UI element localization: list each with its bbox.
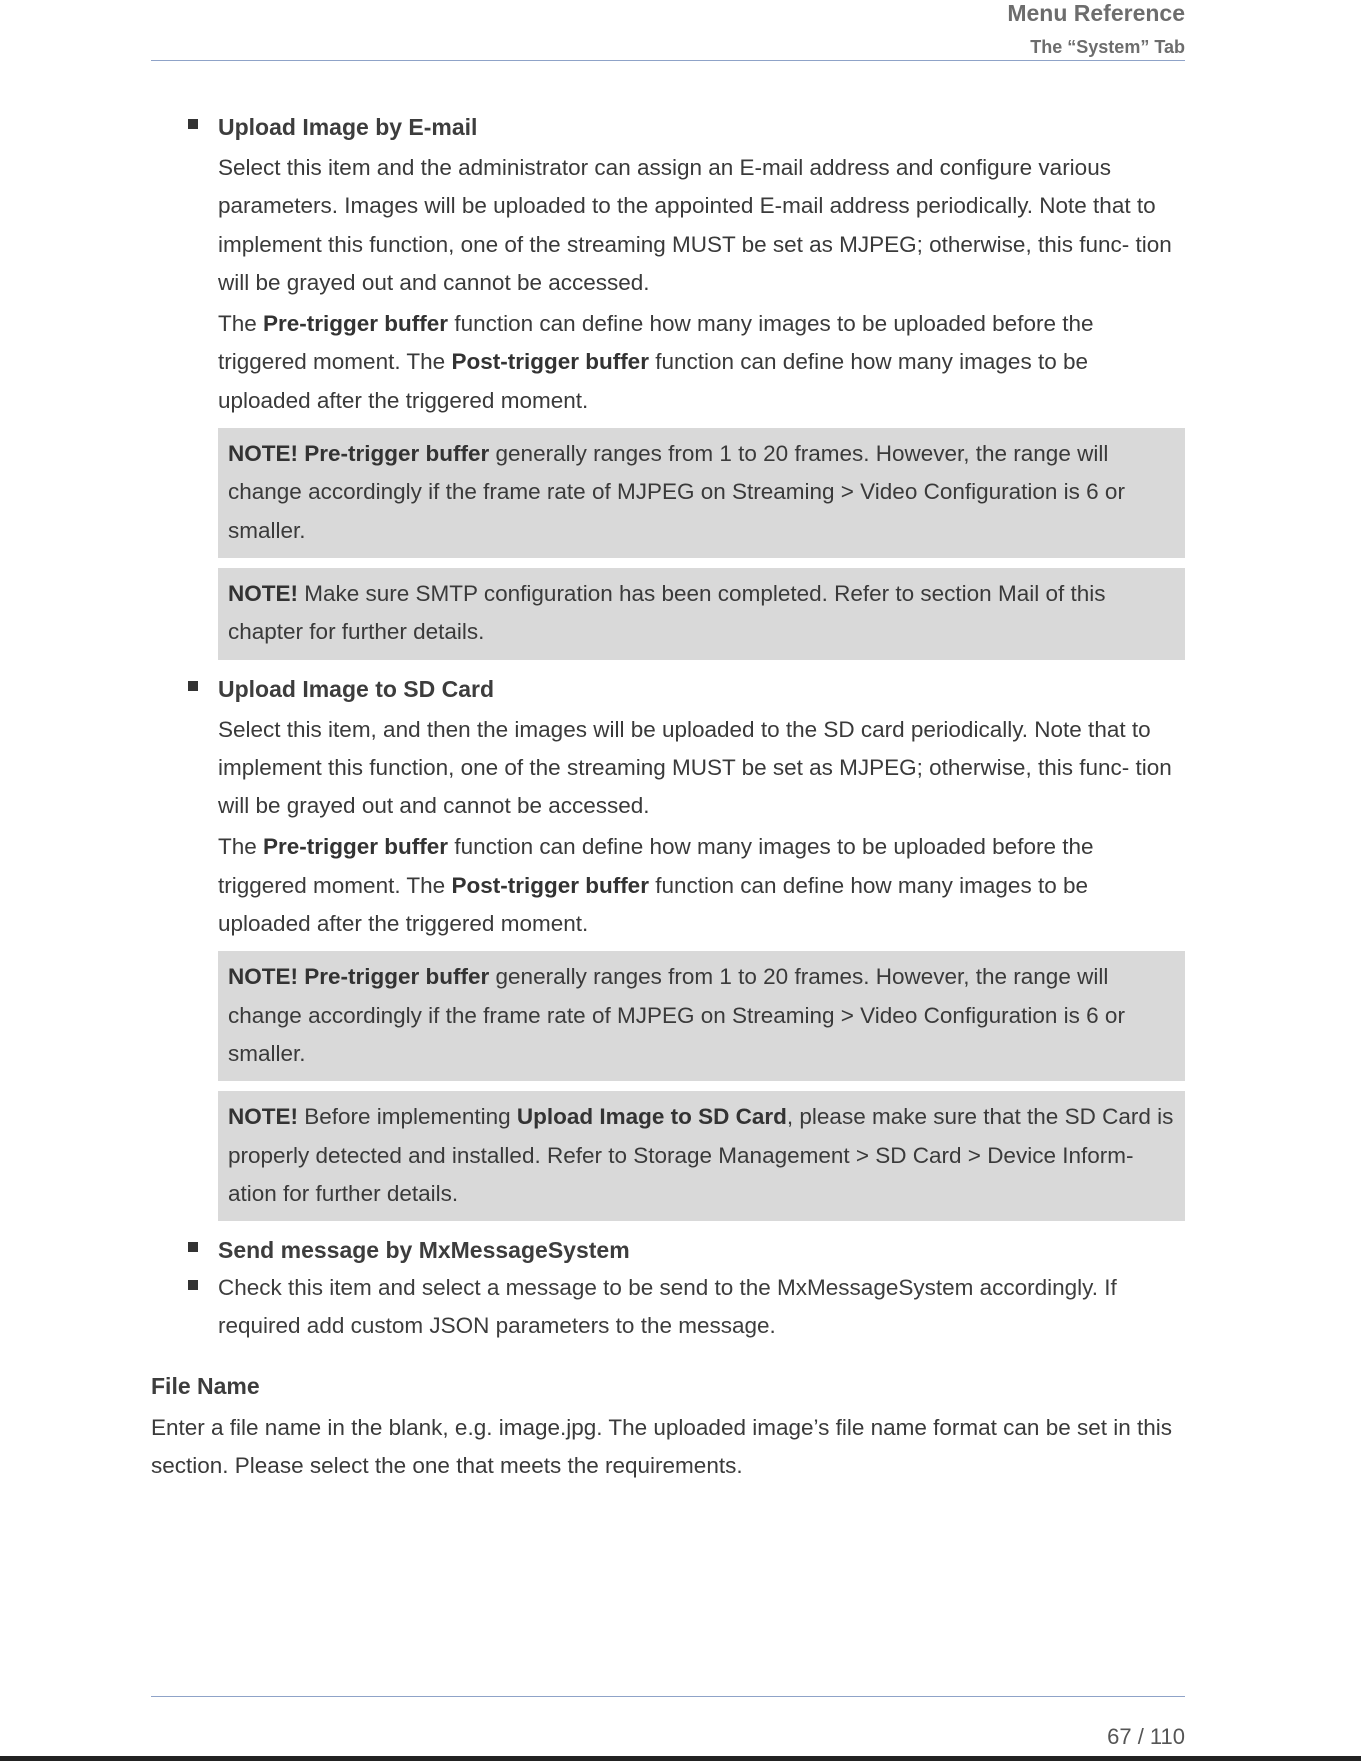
note-box: NOTE! Pre-trigger buffer generally ranges from 1 to 20 frames. However, the range will change accordingly if the frame rate of MJPEG on Streaming > Video Configuration is 6 or smaller. — [218, 428, 1185, 558]
paragraph: Select this item, and then the images will be uploaded to the SD card periodically. Note that to implement this function, one of the streaming MUST be set as MJPEG; otherwise, this func- tion will be grayed out and cannot be accessed. — [218, 716, 1172, 819]
paragraph: Enter a file name in the blank, e.g. image.jpg. The uploaded image’s file name format can be set in this section. Please select the one that meets the requirements. — [151, 1415, 1173, 1479]
paragraph: The Pre-trigger buffer function can define how many images to be uploaded before the triggered moment. The Post-trigger buffer function can define how many images to be uploaded after the triggered moment. — [218, 311, 1094, 413]
note-box: NOTE! Make sure SMTP configuration has been completed. Refer to section Mail of this chapter for further details. — [218, 568, 1185, 660]
section-upload-sd-title: Upload Image to SD Card — [218, 670, 1185, 708]
square-bullet-icon — [188, 1242, 198, 1252]
header-title: Menu Reference — [1007, 0, 1185, 26]
footer-divider — [151, 1696, 1185, 1697]
note-box: NOTE! Pre-trigger buffer generally ranges from 1 to 20 frames. However, the range will change accordingly if the frame rate of MJPEG on Streaming > Video Configuration is 6 or smaller. — [218, 951, 1185, 1081]
bottom-edge — [0, 1756, 1361, 1761]
header-subtitle: The “System” Tab — [1030, 37, 1185, 57]
square-bullet-icon — [188, 119, 198, 129]
note-box: NOTE! Before implementing Upload Image to SD Card, please make sure that the SD Card is properly detected and installed. Refer to Storage Management > SD Card > Device Inform- ation for further details. — [218, 1091, 1185, 1221]
square-bullet-icon — [188, 1280, 198, 1290]
paragraph: The Pre-trigger buffer function can define how many images to be uploaded before the triggered moment. The Post-trigger buffer function can define how many images to be uploaded after the triggered moment. — [218, 834, 1094, 937]
section-upload-email-title: Upload Image by E-mail — [218, 108, 1185, 146]
file-name-heading: File Name — [151, 1373, 260, 1400]
page-header — [151, 0, 1185, 61]
paragraph: Select this item and the administrator can assign an E-mail address and configure various parameters. Images will be uploaded to the appointed E-mail address periodically. Note that to implement this function, one of the streaming MUST be set as MJPEG; otherwise, this func- tion will be grayed out and cannot be accessed. — [218, 155, 1172, 295]
section-mxmessage-title: Send message by MxMessageSystem — [218, 1231, 1185, 1269]
page-content — [151, 108, 1185, 1486]
square-bullet-icon — [188, 681, 198, 691]
page-number: 67 / 110 — [1107, 1724, 1185, 1749]
list-item: Check this item and select a message to be send to the MxMessageSystem accordingly. If required add custom JSON parameters to the message. — [218, 1269, 1185, 1345]
